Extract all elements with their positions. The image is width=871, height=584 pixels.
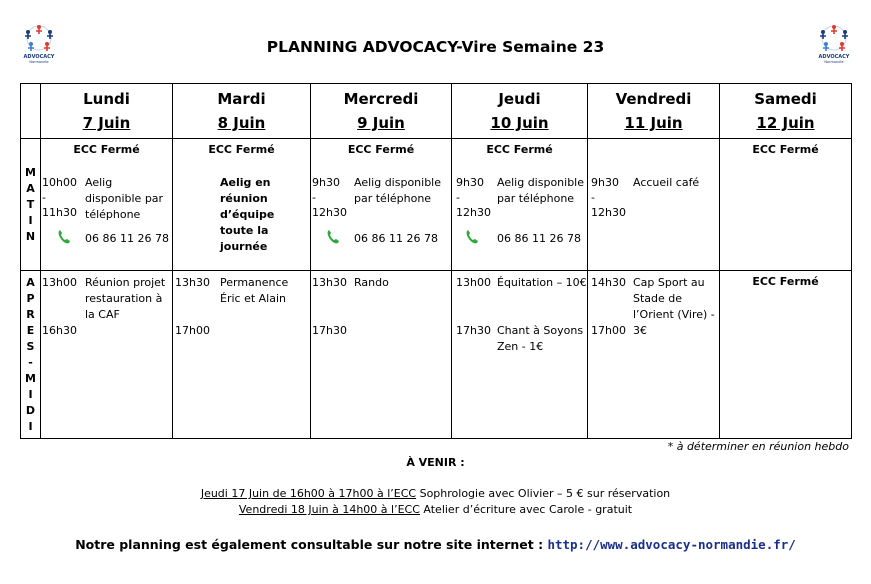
phone-icon [57,229,71,245]
time-dash: - [42,191,46,204]
logo-name: ADVOCACY [818,54,850,60]
time-start: 9h30 [312,176,340,189]
upcoming-event [0,503,871,516]
activity: Équitation – 10€ [497,276,587,289]
activity: Aelig disponible par téléphone [497,176,585,205]
corner-cell [21,84,41,139]
closed-label: ECC Fermé [347,143,415,156]
closed-label: ECC Fermé [752,143,819,156]
header-row [21,84,852,139]
time-dash: - [312,191,316,204]
time-end: 17h30 [456,324,491,337]
time-start: 13h00 [42,276,77,289]
logo-subtitle: Normandie [29,60,49,64]
activity: Réunion projet restauration à la CAF [85,276,166,321]
time-end: 17h30 [312,324,347,337]
afternoon-lundi [41,271,173,439]
footer-text: Notre planning est également consultable sur notre site internet : [75,537,548,552]
morning-mercredi [311,139,452,271]
activity: Aelig disponible par téléphone [85,176,164,221]
closed-label: ECC Fermé [208,143,275,156]
time-start: 13h30 [175,276,210,289]
afternoon-samedi [720,271,852,439]
footnote: * à déterminer en réunion hebdo [667,440,849,453]
time-dash: - [456,191,460,204]
day-header-vendredi: Vendredi 11 Juin [588,84,720,139]
phone-icon [465,229,479,245]
afternoon-mercredi [311,271,452,439]
activity: Accueil café [633,176,700,189]
logo-subtitle: Normandie [824,60,844,64]
afternoon-mardi [173,271,311,439]
morning-row [21,139,852,271]
time-dash: - [591,191,595,204]
side-label-matin: M A T I N [21,139,41,271]
event-what: Atelier d’écriture avec Carole - gratuit [419,503,633,516]
closed-label: ECC Fermé [752,275,819,288]
time-start: 9h30 [591,176,619,189]
time-end: 17h00 [175,324,210,337]
page-title: PLANNING ADVOCACY-Vire Semaine 23 [266,38,605,56]
closed-label: ECC Fermé [486,143,553,156]
website-link[interactable]: http://www.advocacy-normandie.fr/ [547,537,796,552]
activity: Chant à Soyons Zen - 1€ [497,324,584,353]
morning-samedi [720,139,852,271]
activity: Aelig en réunion d’équipe toute la journée [220,176,275,253]
phone-number: 06 86 11 26 78 [497,232,581,245]
morning-mardi [173,139,311,271]
afternoon-row [21,271,852,439]
time-start: 14h30 [591,276,626,289]
time-end: 12h30 [312,206,347,219]
activity: Permanence Éric et Alain [220,276,289,305]
side-label-apres-midi: A P R E S - M I D I [21,271,41,439]
time-start: 13h00 [456,276,491,289]
closed-label: ECC Fermé [73,143,140,156]
morning-lundi [41,139,173,271]
footer [0,537,871,552]
upcoming-event [0,487,871,500]
time-end: 12h30 [456,206,491,219]
time-end: 16h30 [42,324,77,337]
time-start: 10h00 [42,176,77,189]
activity: Cap Sport au Stade de l’Orient (Vire) - 3€ [633,276,715,337]
morning-jeudi [452,139,588,271]
afternoon-vendredi [588,271,720,439]
day-header-mercredi: Mercredi 9 Juin [311,84,452,139]
day-header-samedi: Samedi 12 Juin [720,84,852,139]
day-header-lundi: Lundi 7 Juin [41,84,173,139]
planning-table [20,83,852,439]
event-when: Jeudi 17 Juin de 16h00 à 17h00 à l’ECC [200,487,417,500]
event-when: Vendredi 18 Juin à 14h00 à l’ECC [238,503,420,516]
time-end: 12h30 [591,206,626,219]
afternoon-jeudi [452,271,588,439]
activity: Aelig disponible par téléphone [354,176,442,205]
time-end: 11h30 [42,206,77,219]
time-start: 9h30 [456,176,484,189]
activity: Rando [354,276,389,289]
day-header-jeudi: Jeudi 10 Juin [452,84,588,139]
time-end: 17h00 [591,324,626,337]
morning-vendredi [588,139,720,271]
phone-number: 06 86 11 26 78 [85,232,169,245]
phone-icon [326,229,340,245]
phone-number: 06 86 11 26 78 [354,232,438,245]
time-start: 13h30 [312,276,347,289]
logo-name: ADVOCACY [23,54,55,60]
upcoming-heading: À VENIR : [406,456,465,469]
event-what: Sophrologie avec Olivier – 5 € sur réservation [416,487,671,500]
day-header-mardi: Mardi 8 Juin [173,84,311,139]
